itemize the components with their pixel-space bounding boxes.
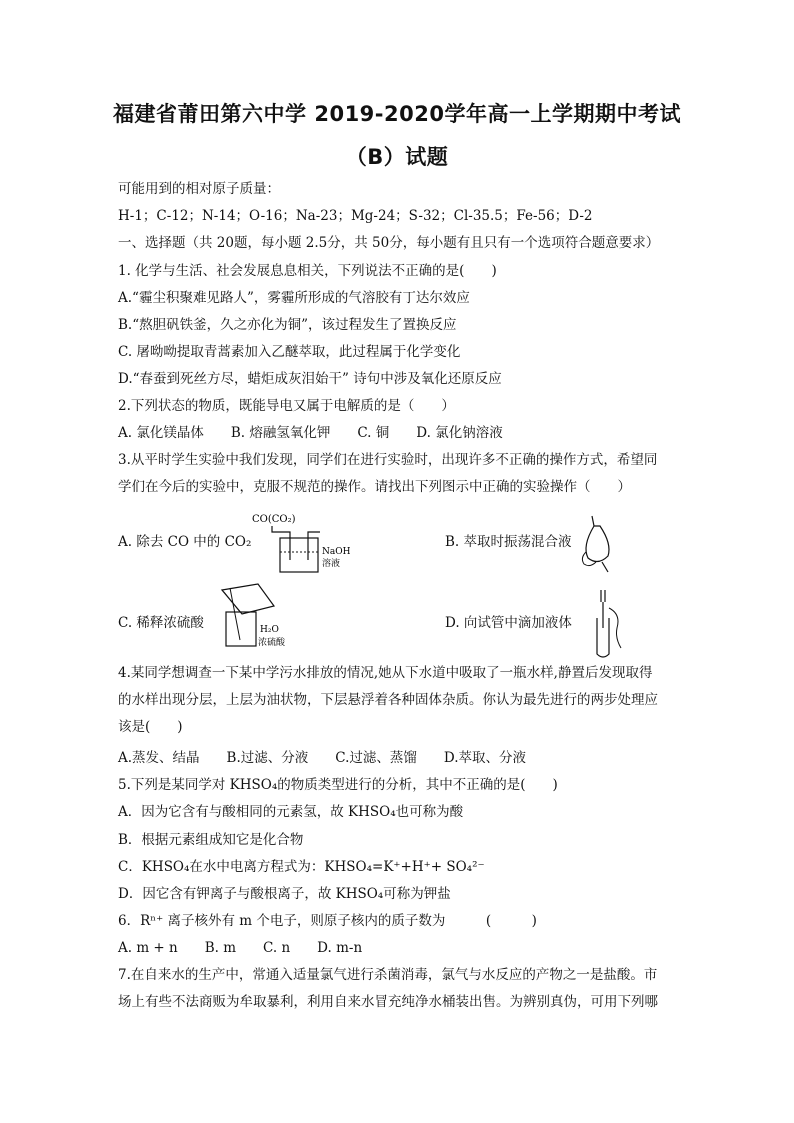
q7-stem-line2: 场上有些不法商贩为牟取暴利，利用自来水冒充纯净水桶装出售。为辨别真伪，可用下列哪 xyxy=(118,994,658,1010)
inlet-tube xyxy=(272,526,290,560)
atomic-mass-values: H-1；C-12；N-14；O-16；Na-23；Mg-24；S-32；Cl-35.5；Fe-56；D-2 xyxy=(118,208,593,224)
q1-option-b: B.“熬胆矾铁釜，久之亦化为铜”，该过程发生了置换反应 xyxy=(118,317,457,333)
q5-stem: 5.下列是某同学对 KHSO₄的物质类型进行的分析，其中不正确的是( ) xyxy=(118,777,558,793)
receiving-beaker xyxy=(226,612,256,646)
q5-option-c: C．KHSO₄在水中电离方程式为：KHSO₄=K⁺+H⁺+ SO₄²⁻ xyxy=(118,859,485,875)
q2-options: A. 氯化镁晶体 B. 熔融氢氧化钾 C. 铜 D. 氯化钠溶液 xyxy=(118,425,503,441)
q1-option-a: A.“霾尘积聚难见路人”，雾霾所形成的气溶胶有丁达尔效应 xyxy=(118,290,470,306)
q4-stem-line1: 4.某同学想调查一下某中学污水排放的情况,她从下水道中吸取了一瓶水样,静置后发现取得 xyxy=(118,665,653,681)
q1-option-d: D.“春蚕到死丝方尽，蜡炬成灰泪始干” 诗句中涉及氧化还原反应 xyxy=(118,371,502,387)
q3-option-d: D. 向试管中滴加液体 xyxy=(445,615,572,631)
fig-a-gas-label: CO(CO₂) xyxy=(252,514,296,525)
q5-option-b: B．根据元素组成知它是化合物 xyxy=(118,832,304,848)
q3-option-c: C. 稀释浓硫酸 xyxy=(118,615,204,631)
funnel-body xyxy=(586,526,609,562)
q3-option-b: B. 萃取时振荡混合液 xyxy=(445,534,572,550)
dropper-test-tube-figure xyxy=(585,588,625,660)
dropper-bulb xyxy=(601,590,605,602)
q1-option-c: C. 屠呦呦提取青蒿素加入乙醚萃取，此过程属于化学变化 xyxy=(118,344,461,360)
fig-c-acid-label: 浓硫酸 xyxy=(258,638,286,648)
atomic-mass-label: 可能用到的相对原子质量： xyxy=(118,181,280,197)
section1-heading: 一、选择题（共 20题，每小题 2.5分，共 50分，每小题有且只有一个选项符合题意要求） xyxy=(118,235,660,251)
separatory-funnel-shaking-figure xyxy=(578,512,618,574)
glass-rod xyxy=(230,588,240,640)
fig-a-solution-label: 溶液 xyxy=(322,559,341,569)
q5-option-d: D．因它含有钾离子与酸根离子，故 KHSO₄可称为钾盐 xyxy=(118,886,451,902)
exam-title-line1: 福建省莆田第六中学 2019-2020学年高一上学期期中考试 xyxy=(113,102,681,126)
q3-stem-line1: 3.从平时学生实验中我们发现，同学们在进行实验时，出现许多不正确的操作方式，希望同 xyxy=(118,452,658,468)
funnel-stem xyxy=(602,562,608,572)
q3-option-a: A. 除去 CO 中的 CO₂ xyxy=(118,534,252,550)
funnel-stopper xyxy=(592,516,594,526)
exam-title-line2: （B）试题 xyxy=(345,145,449,169)
fig-a-naoh-label: NaOH xyxy=(322,547,351,557)
hand-outline xyxy=(609,608,621,648)
beaker-hatch xyxy=(224,592,240,612)
q4-stem-line2: 的水样出现分层，上层为油状物，下层悬浮着各种固体杂质。你认为最先进行的两步处理应 xyxy=(118,692,658,708)
q4-options: A.蒸发、结晶 B.过滤、分液 C.过滤、蒸馏 D.萃取、分液 xyxy=(118,750,527,766)
q6-options: A. m + n B. m C. n D. m-n xyxy=(118,940,363,956)
gas-washing-bottle-figure xyxy=(250,510,380,576)
q6-stem: 6．Rⁿ⁺ 离子核外有 m 个电子，则原子核内的质子数为 ( ) xyxy=(118,913,537,929)
dilute-acid-figure xyxy=(218,580,308,650)
q5-option-a: A．因为它含有与酸相同的元素氢，故 KHSO₄也可称为酸 xyxy=(118,804,464,820)
q1-stem: 1. 化学与生活、社会发展息息相关，下列说法不正确的是( ) xyxy=(118,263,497,279)
q4-stem-line3: 该是( ) xyxy=(118,719,183,735)
bottle xyxy=(280,538,318,572)
q3-stem-line2: 学们在今后的实验中，克服不规范的操作。请找出下列图示中正确的实验操作（ ） xyxy=(118,479,631,495)
q7-stem-line1: 7.在自来水的生产中，常通入适量氯气进行杀菌消毒，氯气与水反应的产物之一是盐酸。市 xyxy=(118,967,658,983)
fig-c-water-label: H₂O xyxy=(260,625,279,635)
q2-stem: 2.下列状态的物质，既能导电又属于电解质的是（ ） xyxy=(118,398,455,414)
